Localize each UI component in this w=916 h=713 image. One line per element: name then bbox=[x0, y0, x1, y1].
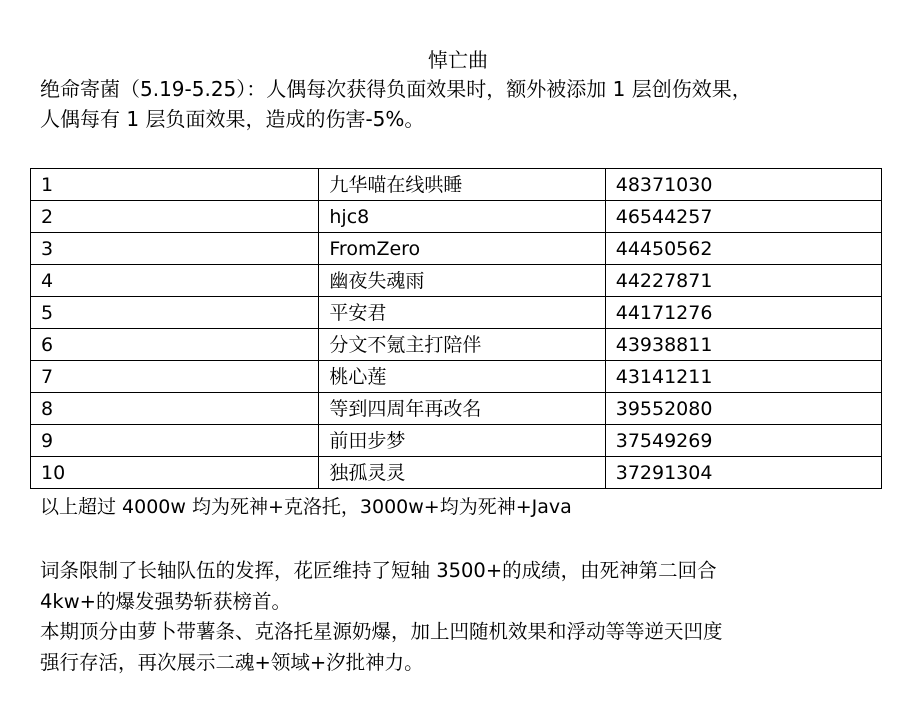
table-row bbox=[31, 233, 882, 265]
intro-line-2: 人偶每有 1 层负面效果，造成的伤害-5%。 bbox=[40, 107, 425, 131]
table-row bbox=[31, 361, 882, 393]
rank-cell: 3 bbox=[31, 233, 319, 265]
rank-cell: 5 bbox=[31, 297, 319, 329]
team-note: 以上超过 4000w 均为死神+克洛托，3000w+均为死神+Java bbox=[40, 496, 572, 518]
player-name-cell: 等到四周年再改名 bbox=[319, 393, 605, 425]
table-row bbox=[31, 169, 882, 201]
rank-cell: 10 bbox=[31, 457, 319, 489]
score-cell: 44450562 bbox=[605, 233, 881, 265]
analysis-line-2: 4kw+的爆发强势斩获榜首。 bbox=[40, 589, 291, 613]
analysis-line-3: 本期顶分由萝卜带薯条、克洛托星源奶爆，加上凹随机效果和浮动等等逆天凹度 bbox=[40, 620, 723, 643]
table-row bbox=[31, 329, 882, 361]
player-name-cell: 独孤灵灵 bbox=[319, 457, 605, 489]
score-cell: 44227871 bbox=[605, 265, 881, 297]
table-row bbox=[31, 393, 882, 425]
score-cell: 44171276 bbox=[605, 297, 881, 329]
score-cell: 37291304 bbox=[605, 457, 881, 489]
player-name-cell: 幽夜失魂雨 bbox=[319, 265, 605, 297]
score-cell: 43141211 bbox=[605, 361, 881, 393]
rank-cell: 8 bbox=[31, 393, 319, 425]
table-row bbox=[31, 425, 882, 457]
rank-cell: 6 bbox=[31, 329, 319, 361]
table-row bbox=[31, 457, 882, 489]
analysis-paragraph bbox=[40, 556, 890, 678]
table-row bbox=[31, 297, 882, 329]
score-cell: 43938811 bbox=[605, 329, 881, 361]
score-cell: 39552080 bbox=[605, 393, 881, 425]
table-row bbox=[31, 201, 882, 233]
player-name-cell: 前田步梦 bbox=[319, 425, 605, 457]
intro-line-1: 绝命寄菌（5.19-5.25）：人偶每次获得负面效果时，额外被添加 1 层创伤效果， bbox=[40, 77, 752, 101]
table-row bbox=[31, 265, 882, 297]
player-name-cell: 桃心莲 bbox=[319, 361, 605, 393]
score-cell: 37549269 bbox=[605, 425, 881, 457]
ranking-table bbox=[30, 168, 882, 489]
rank-cell: 4 bbox=[31, 265, 319, 297]
score-cell: 46544257 bbox=[605, 201, 881, 233]
analysis-line-1: 词条限制了长轴队伍的发挥，花匠维持了短轴 3500+的成绩，由死神第二回合 bbox=[40, 559, 717, 582]
player-name-cell: 九华喵在线哄睡 bbox=[319, 169, 605, 201]
rank-cell: 7 bbox=[31, 361, 319, 393]
score-cell: 48371030 bbox=[605, 169, 881, 201]
intro-paragraph bbox=[40, 74, 890, 134]
player-name-cell: hjc8 bbox=[319, 201, 605, 233]
rank-cell: 1 bbox=[31, 169, 319, 201]
player-name-cell: 分文不氪主打陪伴 bbox=[319, 329, 605, 361]
player-name-cell: FromZero bbox=[319, 233, 605, 265]
player-name-cell: 平安君 bbox=[319, 297, 605, 329]
rank-cell: 2 bbox=[31, 201, 319, 233]
rank-cell: 9 bbox=[31, 425, 319, 457]
analysis-line-4: 强行存活，再次展示二魂+领域+汐批神力。 bbox=[40, 650, 424, 674]
page-title: 悼亡曲 bbox=[428, 48, 488, 72]
